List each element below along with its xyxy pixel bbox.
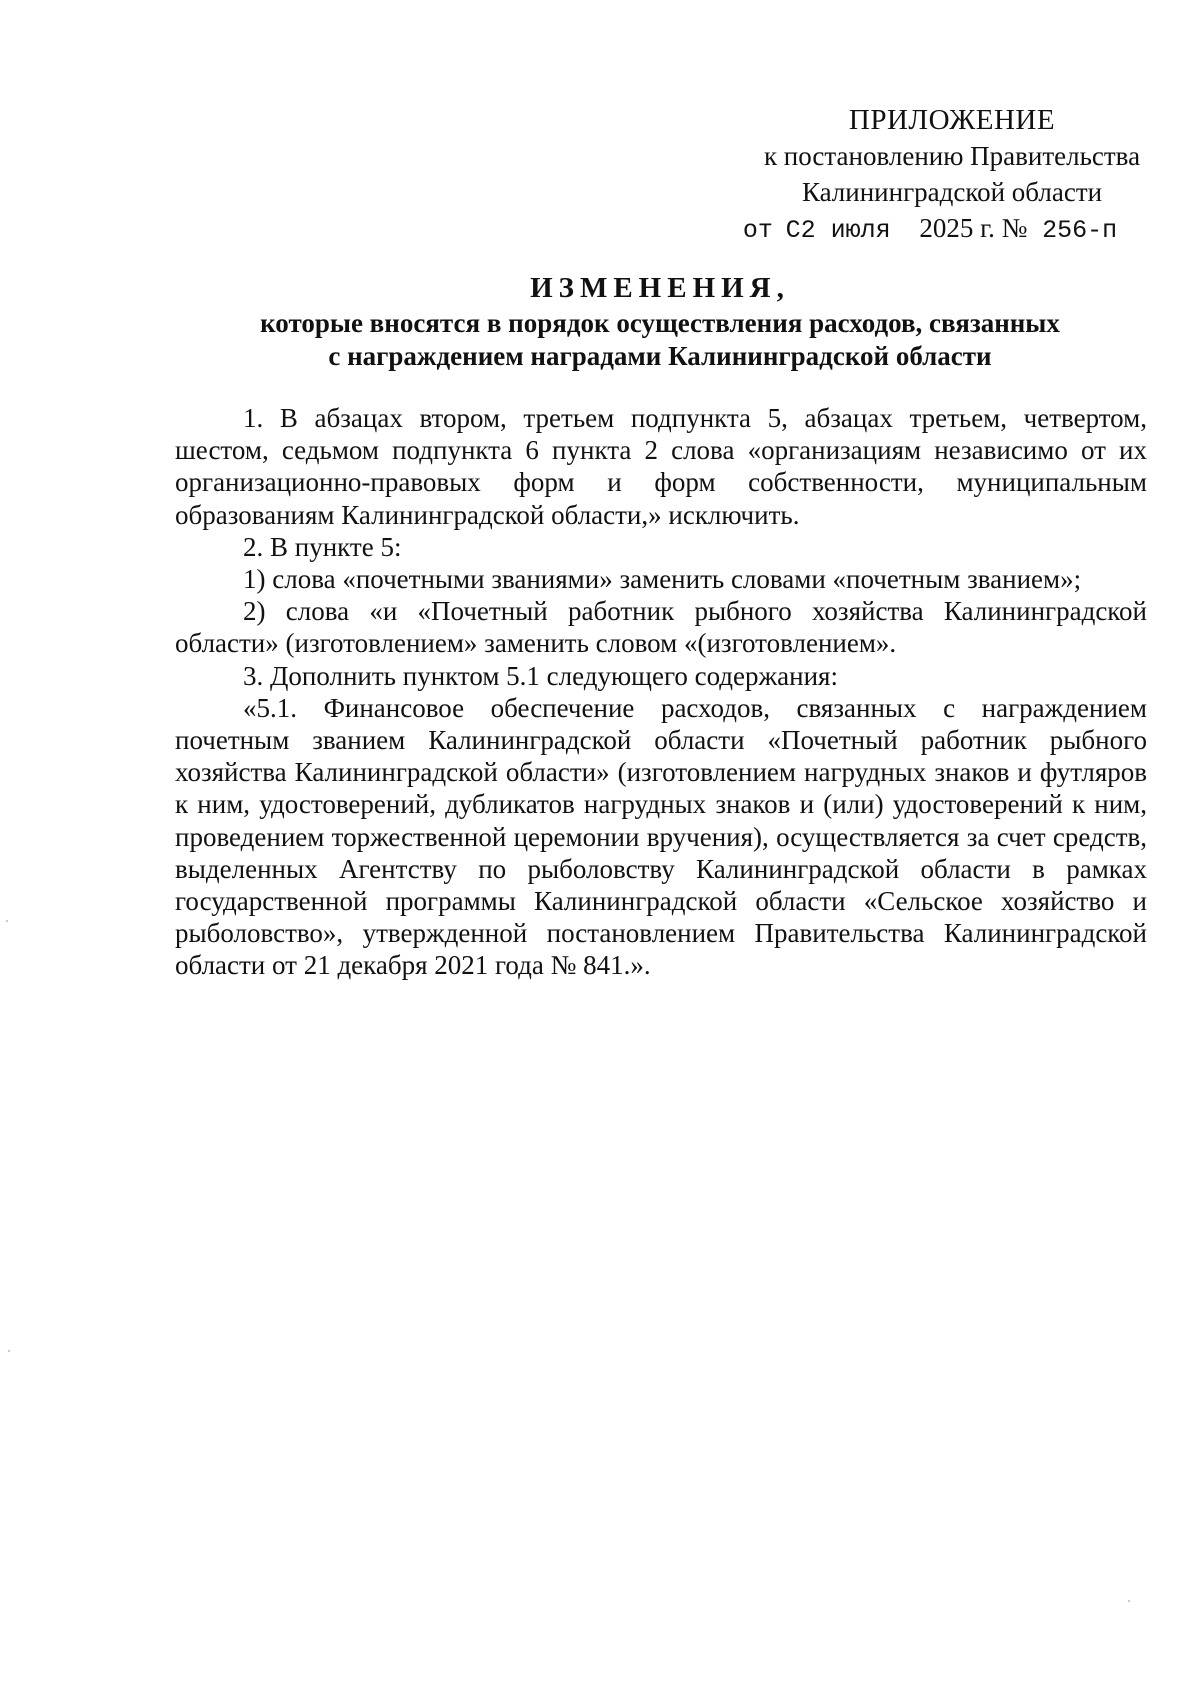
paragraph-4: 2) слова «и «Почетный работник рыбного хозяйства Калининградской области» (изготовлением» заменить словом «(изготовлением». [175,596,1147,659]
appendix-line-resolution: к постановлению Правительства [763,141,1141,171]
document-subtitle-line-1: которые вносятся в порядок осуществления расходов, связанных [260,308,1060,338]
document-subtitle-line-2: с награждением наградами Калининградской области [328,341,992,371]
paragraph-3: 1) слова «почетными званиями» заменить словами «почетным званием»; [243,564,1082,595]
appendix-header [730,102,1150,249]
date-prefix: от [742,216,773,245]
appendix-date-line [720,210,1140,249]
paragraph-5: 3. Дополнить пунктом 5.1 следующего содержания: [243,660,838,691]
appendix-title: ПРИЛОЖЕНИЕ [848,104,1056,136]
document-title-block [170,272,1150,373]
appendix-line-region: Калининградской области [801,177,1103,207]
scan-speck [1128,1600,1130,1602]
paragraph-6: «5.1. Финансовое обеспечение расходов, связанных с награждением почетным званием Калининградской области «Почетный работник рыбного хозяйства Калининградской области» (изготовлением нагрудных знаков и футляров к ним, удостоверений, дубликатов нагрудных знаков и (или) удостоверений к ним, проведением торжественной церемонии вручения), осуществляется за счет средств, выделенных Агентству по рыболовству Калининградской области в рамках государственной программы Калининградской области «Сельское хозяйство и рыболовство», утвержденной постановлением Правительства Калининградской области от 21 декабря 2021 года № 841.». [175,692,1147,981]
date-year: 2025 г. № [919,213,1028,243]
paragraph-1: 1. В абзацах втором, третьем подпункта 5, абзацах третьем, четвертом, шестом, седьмом подпункта 6 пункта 2 слова «организациям независимо от их организационно-правовых форм и форм собственности, муниципальным образованиям Калининградской области,» исключить. [175,403,1147,530]
date-day-month: С2 июля [785,216,891,245]
scan-speck [8,1350,10,1352]
document-title: ИЗМЕНЕНИЯ, [530,272,790,304]
document-number: 256-п [1042,216,1118,245]
paragraph-2: 2. В пункте 5: [243,531,402,562]
scan-speck [6,920,8,922]
document-body [175,402,1147,982]
